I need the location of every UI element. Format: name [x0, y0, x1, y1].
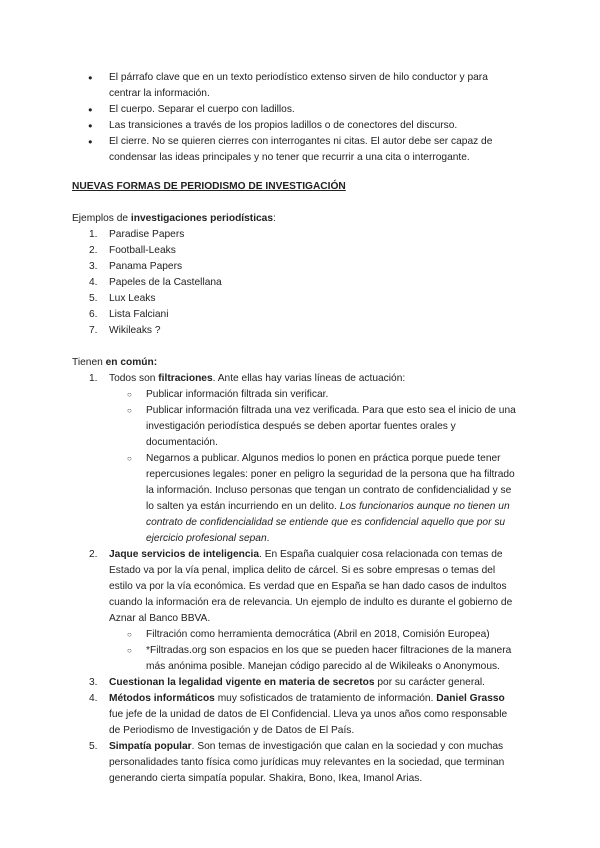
item-text: Wikileaks ?: [109, 325, 161, 336]
list-item: ● El cierre. No se quieren cierres con interrogantes ni citas. El autor debe ser capaz de condensar las ideas principales y no tener que recurrir a una cita o interrogante.: [72, 134, 520, 166]
item-text: Papeles de la Castellana: [109, 277, 222, 288]
common-intro-prefix: Tienen: [72, 357, 106, 368]
item-bold-name: Daniel Grasso: [436, 693, 505, 704]
item-number: 5.: [89, 741, 98, 752]
item-number: 6.: [89, 309, 98, 320]
section-heading: NUEVAS FORMAS DE PERIODISMO DE INVESTIGACIÓN: [72, 181, 346, 192]
list-item: [72, 371, 520, 547]
item-text: Lista Falciani: [109, 309, 169, 320]
common-list: [72, 371, 520, 787]
item-number: 2.: [89, 245, 98, 256]
sublist: [109, 387, 520, 547]
list-item: [72, 243, 520, 259]
item-number: 2.: [89, 549, 98, 560]
examples-list: [72, 227, 520, 339]
writing-structure-list: [72, 70, 520, 166]
list-item: [72, 323, 520, 339]
item-text: Todos son: [109, 373, 159, 384]
item-text: . Son temas de investigación que calan en la sociedad y con muchas personalidades tanto física como jurídicas muy relevantes en la sociedad, que terminan generando cierta simpatía popular. Shakira, Bono, Ikea, Imanol Arias.: [109, 741, 505, 784]
sublist-item: [72, 451, 520, 547]
examples-intro-prefix: Ejemplos de: [72, 213, 131, 224]
list-item: [72, 739, 520, 787]
sublist-end: .: [266, 533, 270, 544]
sublist-item: ○ Publicar información filtrada sin verificar.: [72, 387, 520, 403]
item-bold: filtraciones: [158, 373, 213, 384]
item-text: Panama Papers: [109, 261, 183, 272]
item-number: 3.: [89, 261, 98, 272]
item-bold: Simpatía popular: [109, 741, 192, 752]
item-text: por su carácter general.: [374, 677, 485, 688]
item-number: 1.: [89, 373, 98, 384]
list-item: [72, 259, 520, 275]
list-item: ● El párrafo clave que en un texto periodístico extenso sirven de hilo conductor y para centrar la información.: [72, 70, 520, 102]
item-text: muy sofisticados de tratamiento de información.: [214, 693, 437, 704]
item-bold: Métodos informáticos: [109, 693, 215, 704]
list-item: ● El cuerpo. Separar el cuerpo con ladillos.: [72, 102, 520, 118]
list-item: ● Las transiciones a través de los propios ladillos o de conectores del discurso.: [72, 118, 520, 134]
list-item: [72, 275, 520, 291]
item-number: 4.: [89, 693, 98, 704]
item-number: 5.: [89, 293, 98, 304]
list-item: [72, 227, 520, 243]
examples-intro-suffix: :: [273, 213, 276, 224]
sublist-item: ○ Publicar información filtrada una vez verificada. Para que esto sea el inicio de una investigación periodística después se deben aportar fuentes orales y documentación.: [72, 403, 520, 451]
list-item: [72, 307, 520, 323]
item-number: 4.: [89, 277, 98, 288]
common-intro-bold: en común:: [105, 357, 158, 368]
examples-intro: [72, 211, 520, 227]
examples-intro-bold: investigaciones periodísticas: [130, 213, 274, 224]
item-text: . Ante ellas hay varias líneas de actuación:: [212, 373, 406, 384]
item-number: 3.: [89, 677, 98, 688]
sublist: [109, 627, 520, 675]
sublist-item: ○ *Filtradas.org son espacios en los que se pueden hacer filtraciones de la manera más anónima posible. Manejan código parecido al de Wikileaks o Anonymous.: [72, 643, 520, 675]
item-bold: Jaque servicios de inteligencia: [109, 549, 260, 560]
sublist-italic: Los funcionarios aunque no tienen un contrato de confidencialidad se entiende que es confidencial aquello que por su ejercicio profesional sepan: [146, 501, 510, 544]
item-text: Football-Leaks: [109, 245, 176, 256]
list-item: [72, 675, 520, 691]
item-number: 1.: [89, 229, 98, 240]
list-item: [72, 547, 520, 675]
list-item: [72, 691, 520, 739]
item-number: 7.: [89, 325, 98, 336]
sublist-item: ○ Filtración como herramienta democrática (Abril en 2018, Comisión Europea): [72, 627, 520, 643]
item-text: Lux Leaks: [109, 293, 156, 304]
list-item: [72, 291, 520, 307]
item-bold: Cuestionan la legalidad vigente en materia de secretos: [109, 677, 375, 688]
sublist-text: Negarnos a publicar. Algunos medios lo ponen en práctica porque puede tener repercusiones legales: poner en peligro la seguridad de la persona que ha filtrado la información. Incluso personas que tengan un contrato de confidencialidad y se lo salten ya están incurriendo en un delito.: [146, 453, 515, 512]
item-text: Paradise Papers: [109, 229, 185, 240]
item-text: fue jefe de la unidad de datos de El Confidencial. Lleva ya unos años como responsable de Periodismo de Investigación y de Datos de El País.: [109, 709, 508, 736]
item-text: . En España cualquier cosa relacionada con temas de Estado va por la vía penal, implica delito de cárcel. Si es sobre empresas o temas del estilo va por la vía económica. Es verdad que en España se han dado casos de indultos cuando la información era de relevancia. Un ejemplo de indulto es durante el gobierno de Aznar al Banco BBVA.: [109, 549, 513, 624]
common-intro: [72, 355, 520, 371]
